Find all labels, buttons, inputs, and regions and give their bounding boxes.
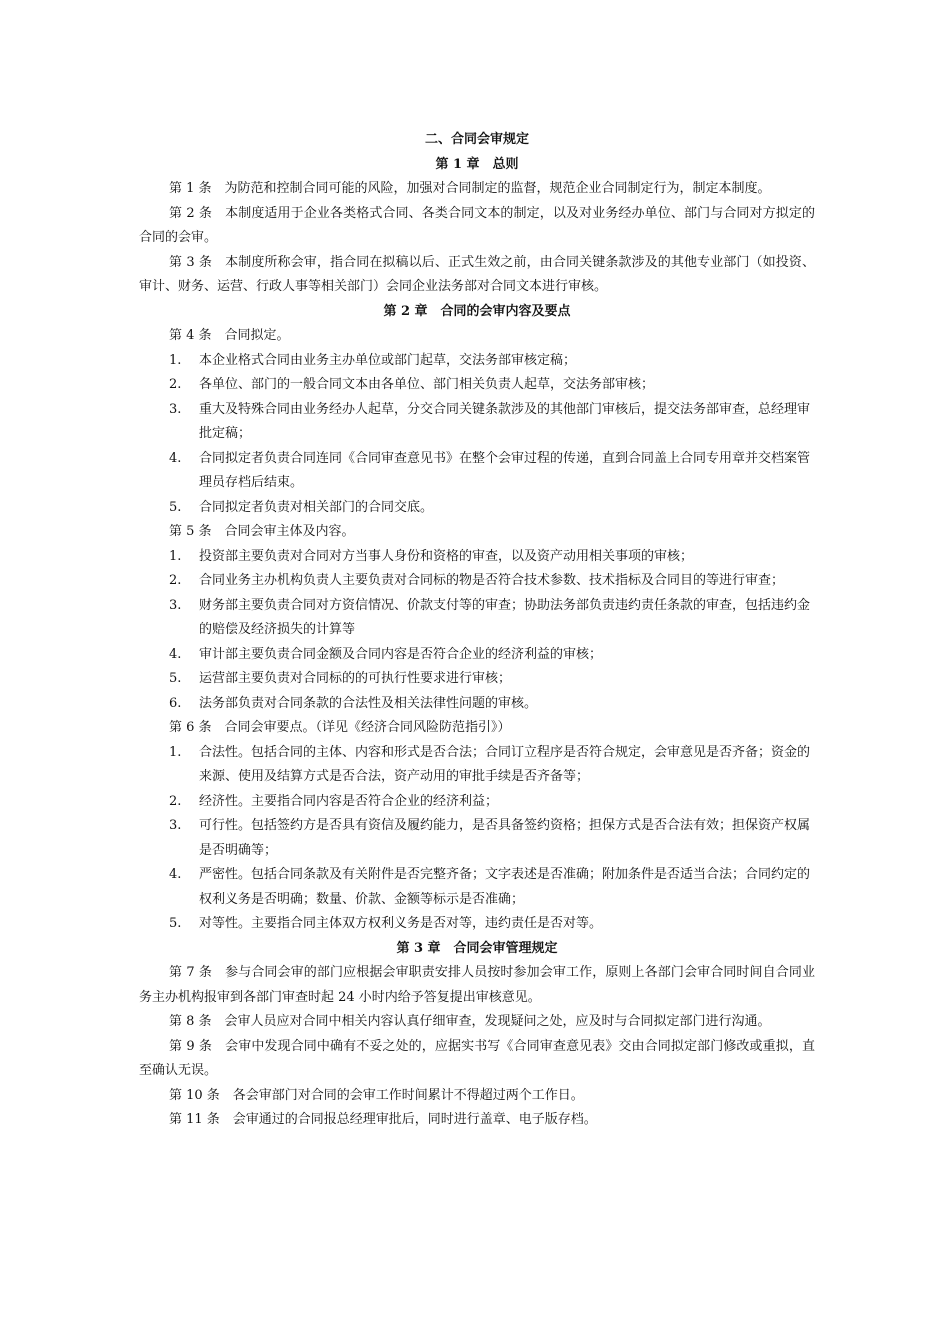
- list-item: [139, 398, 815, 447]
- list-item: [139, 741, 815, 790]
- article-3: 第 3 条 本制度所称会审，指合同在拟稿以后、正式生效之前，由合同关键条款涉及的其他专业部门（如投资、审计、财务、运营、行政人事等相关部门）会同企业法务部对合同文本进行审核。: [139, 254, 815, 294]
- item-number: 5.: [169, 671, 182, 686]
- article-1: 第 1 条 为防范和控制合同可能的风险，加强对合同制定的监督，规范企业合同制定行为，制定本制度。: [169, 181, 771, 196]
- list-item: [139, 447, 815, 496]
- item-text: 本企业格式合同由业务主办单位或部门起草，交法务部审核定稿；: [199, 352, 577, 368]
- item-text: 合同业务主办机构负责人主要负责对合同标的物是否符合技术参数、技术指标及合同目的等进行审查；: [199, 573, 785, 588]
- article-2: 第 2 条 本制度适用于企业各类格式合同、各类合同文本的制定，以及对业务经办单位、部门与合同对方拟定的合同的会审。: [139, 205, 815, 245]
- item-number: 2.: [169, 573, 182, 588]
- list-item: [139, 863, 815, 912]
- item-text: 合同拟定者负责合同连同《合同审查意见书》在整个会审过程的传递，直到合同盖上合同专用章并交档案管理员存档后结束。: [199, 450, 811, 490]
- article-5: 第 5 条 合同会审主体及内容。: [169, 524, 355, 539]
- article-9: 第 9 条 会审中发现合同中确有不妥之处的，应据实书写《合同审查意见表》交由合同拟定部门修改或重拟，直至确认无误。: [139, 1038, 815, 1078]
- item-number: 5.: [169, 916, 182, 931]
- list-item: [139, 814, 815, 863]
- article-4: 第 4 条 合同拟定。: [169, 328, 290, 343]
- item-text: 投资部主要负责对合同对方当事人身份和资格的审查，以及资产动用相关事项的审核；: [199, 548, 694, 564]
- list-item: [139, 373, 815, 398]
- item-number: 3.: [169, 401, 182, 417]
- chapter-3-heading: 第 3 章 合同会审管理规定: [396, 940, 558, 956]
- item-number: 3.: [169, 597, 182, 613]
- document-title: 二、合同会审规定: [424, 132, 529, 147]
- item-number: 4.: [169, 646, 182, 662]
- item-text: 重大及特殊合同由业务经办人起草，分交合同关键条款涉及的其他部门审核后，提交法务部审查，总经理审批定稿；: [199, 401, 811, 441]
- list-item: [139, 692, 815, 717]
- item-number: 1.: [169, 352, 182, 368]
- item-text: 经济性。主要指合同内容是否符合企业的经济利益；: [199, 793, 499, 809]
- list-item: [139, 643, 815, 668]
- document-body: [139, 128, 815, 1133]
- list-item: [139, 496, 815, 521]
- item-text: 财务部主要负责合同对方资信情况、价款支付等的审查；协助法务部负责违约责任条款的审查，包括违约金的赔偿及经济损失的计算等: [199, 597, 811, 637]
- item-text: 运营部主要负责对合同标的的可执行性要求进行审核；: [199, 671, 512, 686]
- article-6: 第 6 条 合同会审要点。（详见《经济合同风险防范指引》）: [169, 720, 511, 735]
- list-item: [139, 667, 815, 692]
- list-item: [139, 569, 815, 594]
- article-8: 第 8 条 会审人员应对合同中相关内容认真仔细审查，发现疑问之处，应及时与合同拟定部门进行沟通。: [169, 1014, 771, 1029]
- list-item: [139, 545, 815, 570]
- item-number: 4.: [169, 450, 182, 466]
- list-item: [139, 594, 815, 643]
- article-11: 第 11 条 会审通过的合同报总经理审批后，同时进行盖章、电子版存档。: [169, 1112, 597, 1127]
- item-text: 对等性。主要指合同主体双方权利义务是否对等，违约责任是否对等。: [199, 916, 603, 931]
- item-number: 2.: [169, 377, 182, 392]
- item-number: 1.: [169, 744, 182, 760]
- item-text: 各单位、部门的一般合同文本由各单位、部门相关负责人起草，交法务部审核；: [199, 377, 655, 392]
- chapter-2-heading: 第 2 章 合同的会审内容及要点: [383, 303, 571, 319]
- item-text: 可行性。包括签约方是否具有资信及履约能力，是否具备签约资格；担保方式是否合法有效；担保资产权属是否明确等；: [199, 818, 811, 858]
- chapter-1-heading: 第 1 章 总则: [435, 156, 519, 172]
- item-text: 审计部主要负责合同金额及合同内容是否符合企业的经济利益的审核；: [199, 646, 603, 662]
- list-item: [139, 790, 815, 815]
- article-7: 第 7 条 参与合同会审的部门应根据会审职责安排人员按时参加会审工作，原则上各部门会审合同时间自合同业务主办机构报审到各部门审查时起 24 小时内给予答复提出审核意见。: [139, 965, 815, 1005]
- list-item: [139, 912, 815, 937]
- item-number: 6.: [169, 695, 182, 711]
- list-item: [139, 349, 815, 374]
- item-number: 2.: [169, 793, 182, 809]
- item-text: 合法性。包括合同的主体、内容和形式是否合法；合同订立程序是否符合规定，会审意见是否齐备；资金的来源、使用及结算方式是否合法，资产动用的审批手续是否齐备等；: [199, 744, 811, 784]
- item-text: 严密性。包括合同条款及有关附件是否完整齐备；文字表述是否准确；附加条件是否适当合法；合同约定的权利义务是否明确；数量、价款、金额等标示是否准确；: [199, 867, 811, 907]
- article-10: 第 10 条 各会审部门对合同的会审工作时间累计不得超过两个工作日。: [169, 1087, 584, 1103]
- item-number: 4.: [169, 867, 182, 882]
- item-number: 5.: [169, 499, 182, 515]
- item-text: 法务部负责对合同条款的合法性及相关法律性问题的审核。: [199, 695, 538, 711]
- item-text: 合同拟定者负责对相关部门的合同交底。: [199, 499, 434, 515]
- item-number: 1.: [169, 548, 182, 564]
- item-number: 3.: [169, 818, 182, 833]
